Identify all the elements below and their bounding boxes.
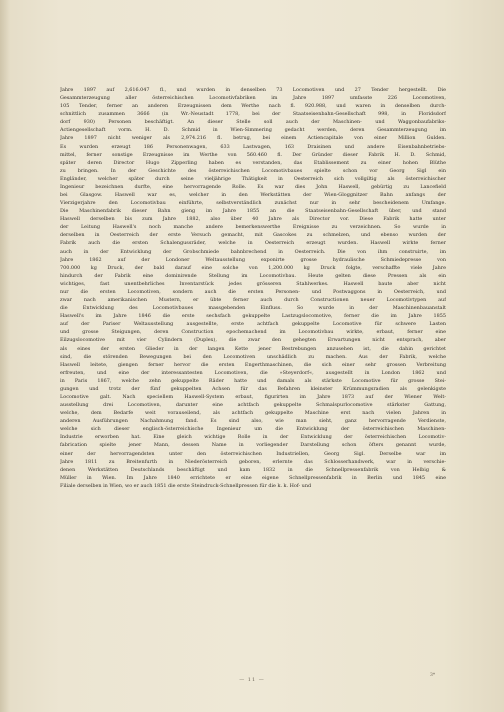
page-footer bbox=[0, 673, 504, 687]
text-line: Haswell's im Jahre 1846 die erste sechsfach gekuppelte Lastzugslocomotive, ferner die im Jahre 1855 bbox=[60, 313, 446, 320]
text-line: auch in der Entwicklung der Grobschmiede bahnbrechend in Oesterreich. Die von ihm construirte, im bbox=[60, 248, 446, 255]
text-line: zu bringen. In der Geschichte des österreichischen Locomotivbaues spielte schon vor Georg Sigl ein bbox=[60, 167, 446, 174]
text-line: später deren Director Hugo Zipperling haben es verstanden, das Etablissement zu einer hohen Blüthe bbox=[60, 159, 446, 166]
text-line: Ingenieur bezeichnen durfte, eine hervorragende Rolle. Es war dies John Haswell, gebürtig zu Lancefield bbox=[60, 183, 446, 190]
text-line: wichtiges, fast unentbehrliches Inventarstück jedes grösseren Stahlwerkes. Haswell baute aber nicht bbox=[60, 280, 446, 287]
text-line: Locomotive galt. Nach speciellem Haswell-System erbaut, figurirten im Jahre 1873 auf der Wiener Welt- bbox=[60, 393, 446, 400]
text-line: hindurch der Fabrik eine dominirende Stellung im Locomotivbau. Heute gelten diese Pressen als ein bbox=[60, 272, 446, 279]
text-line: Haswell derselben bis zum Jahre 1882, also über 40 Jahre als Director vor. Diese Fabrik hatte unter bbox=[60, 216, 446, 223]
text-line: Die Maschinenfabrik dieser Bahn gieng im Jahre 1855 an die Staatseisenbahn-Gesellschaft über, und stand bbox=[60, 208, 446, 215]
text-line: Müller in Wien. Im Jahre 1840 errichtete er eine eigene Schnellpressenfabrik in Berlin und 1845 eine bbox=[60, 474, 446, 481]
text-line: 105 Tender, ferner an anderen Erzeugnissen dem Werthe nach fl. 920.988, und waren in denselben durch- bbox=[60, 103, 446, 110]
text-line: und grosse Steigungen, deren Construction epochemachend im Locomotivbau wirkte, erbaut, ferner eine bbox=[60, 329, 446, 336]
text-line: ausstellung drei Locomotiven, darunter eine achtfach gekuppelte Schmalspurlocomotive stärkster Gattung, bbox=[60, 402, 446, 409]
text-line: gungen und trotz der fünf gekuppelten Achsen für das Befahren kleinster Krümmungsradien als gelenkigste bbox=[60, 385, 446, 392]
text-line: dorf 930) Personen beschäftigt. An dieser Stelle soll auch der Maschinen- und Waggonbaufabriks- bbox=[60, 119, 446, 126]
text-line: Haswell leitete, giengen ferner hervor die ersten Engerthmaschinen, die sich einer sehr grossen Verbreitung bbox=[60, 361, 446, 368]
text-line: Jahre 1897 auf 2,616.047 fl., und wurden in denselben 73 Locomotiven und 27 Tender hergestellt. Die bbox=[60, 87, 446, 93]
text-line: mittel, ferner sonstige Erzeugnisse im Werthe von 560.460 fl. Der Gründer dieser Fabrik H. D. Schmid, bbox=[60, 151, 446, 158]
text-line: derselben in Oesterreich der erste Versuch gemacht, mit Gascokes zu schmelzen, und ebenso wurden der bbox=[60, 232, 446, 239]
text-line: Industrie erworben hat. Eine gleich wichtige Rolle in der Entwicklung der österreichischen Locomotiv- bbox=[60, 434, 446, 441]
body-text bbox=[60, 86, 446, 490]
text-line: in Paris 1867, welche zehn gekuppelte Räder hatte und damals als stärkste Locomotive für grosse Stei- bbox=[60, 377, 446, 384]
text-line: Eilzugslocomotive mit vier Cylindern (Duplex), die zwar den gehegten Erwartungen nicht entsprach, aber bbox=[60, 337, 446, 344]
text-line: einer der hervorragendsten unter den österreichischen Industriellen, Georg Sigl. Derselbe war im bbox=[60, 450, 446, 457]
text-line: welche, dem Bedarfe weit vorauseilend, als achtfach gekuppelte Maschine erst nach vielen Jahren in bbox=[60, 410, 446, 417]
text-line: die Entwicklung des Locomotivbaues massgebenden Einfluss. So wurde in der Maschinenbauanstalt bbox=[60, 305, 446, 312]
text-line: Actiengesellschaft vorm. H. D. Schmid in Wien-Simmering gedacht werden, deren Gesammterzeugung im bbox=[60, 127, 446, 134]
text-line: Jahre 1897 nicht weniger als 2,974.216 fl. betrug, bei einem Actiencapitale von einer Million Gulden. bbox=[60, 135, 446, 142]
text-line: der Leitung Haswell's noch manche andere bemerkenswerthe Ereignisse zu verzeichnen. So wurde in bbox=[60, 224, 446, 231]
binding-shadow bbox=[0, 0, 10, 712]
text-line: Gesammterzeugung aller österreichischen Locomotivfabriken im Jahre 1897 umfasste 226 Locomotiven, bbox=[60, 95, 446, 102]
text-line: erfreuten, und eine der interessantesten Locomotiven, die »Steyerdorf«, ausgestellt in London 1862 und bbox=[60, 369, 446, 376]
text-line: Filiale derselben in Wien, wo er auch 1851 die erste Steindruck-Schnellpressen für die k. k. Hof- und bbox=[60, 482, 312, 489]
text-line: 700.000 kg Druck, der bald darauf eine solche von 1,200.000 kg Druck folgte, verschaffte viele Jahre bbox=[60, 264, 446, 271]
text-line: als eines der ersten Glieder in der langen Kette jener Bestrebungen anzusehen ist, die dahin gerichtet bbox=[60, 345, 446, 352]
text-line: Jahre 1811 zu Breitenfurth in Niederösterreich geboren, erlernte das Schlosserhandwerk, war in verschie- bbox=[60, 458, 446, 465]
text-line: zwar nach amerikanischen Mustern, er übte ferner auch durch Constructionen neuer Locomotivtypen auf bbox=[60, 297, 446, 304]
text-line: nur die ersten Locomotiven, sondern auch die ersten Personen- und Postwaggons in Oesterreich, und bbox=[60, 288, 446, 295]
text-line: Fabrik auch die ersten Schalengussräder, welche in Oesterreich erzeugt wurden. Haswell wirkte ferner bbox=[60, 240, 446, 247]
text-line: fabrication spielte jener Mann, dessen Name in vorliegender Darstellung schon öfters genannt wurde, bbox=[60, 442, 446, 449]
text-line: Vierzigerjahre den Locomotivbau einführte, selbstverständlich zunächst nur in sehr bescheidenem Umfange. bbox=[60, 200, 446, 207]
text-line: denen Werkstätten Deutschlands beschäftigt und kam 1832 in die Schnellpressenfabrik von Helbig & bbox=[60, 466, 446, 473]
text-line: auf der Pariser Weltausstellung ausgestellte, erste achtfach gekuppelte Locomotive für schwere Lasten bbox=[60, 321, 446, 328]
text-line: sind, die störenden Bewegungen bei den Locomotiven unschädlich zu machen. Aus der Fabrik, welche bbox=[60, 353, 446, 360]
text-line: bei Glasgow. Haswell war es, welcher in den Werkstätten der Wien-Gloggnitzer Bahn anfangs der bbox=[60, 192, 446, 199]
page-number: — 11 — bbox=[239, 677, 265, 683]
text-line: Engländer, welcher später durch seine vieljährige Thätigkeit in Oesterreich sich vollgiltig als österreichischer bbox=[60, 175, 446, 182]
text-line: Es wurden erzeugt 186 Personenwagen, 633 Lastwagen, 163 Draisinen und andere Eisenbahnbetriebs- bbox=[60, 143, 446, 150]
text-line: schnittlich zusammen 3666 (in Wr.-Neustadt 1778, bei der Staatseisenbahn-Gesellschaft 998, in Floridsdorf bbox=[60, 111, 446, 118]
text-line: Jahre 1862 auf der Londoner Weltausstellung exponirte grosse hydraulische Schmiedepresse von bbox=[60, 256, 446, 263]
text-line: welche sich dieser englisch-österreichische Ingenieur um die Entwicklung der österreichischen Maschinen- bbox=[60, 426, 446, 433]
signature-mark: 3* bbox=[430, 673, 436, 678]
text-line: anderen Ausführungen Nachahmung fand. Es sind also, wie man sieht, ganz hervorragende Verdienste, bbox=[60, 418, 446, 425]
